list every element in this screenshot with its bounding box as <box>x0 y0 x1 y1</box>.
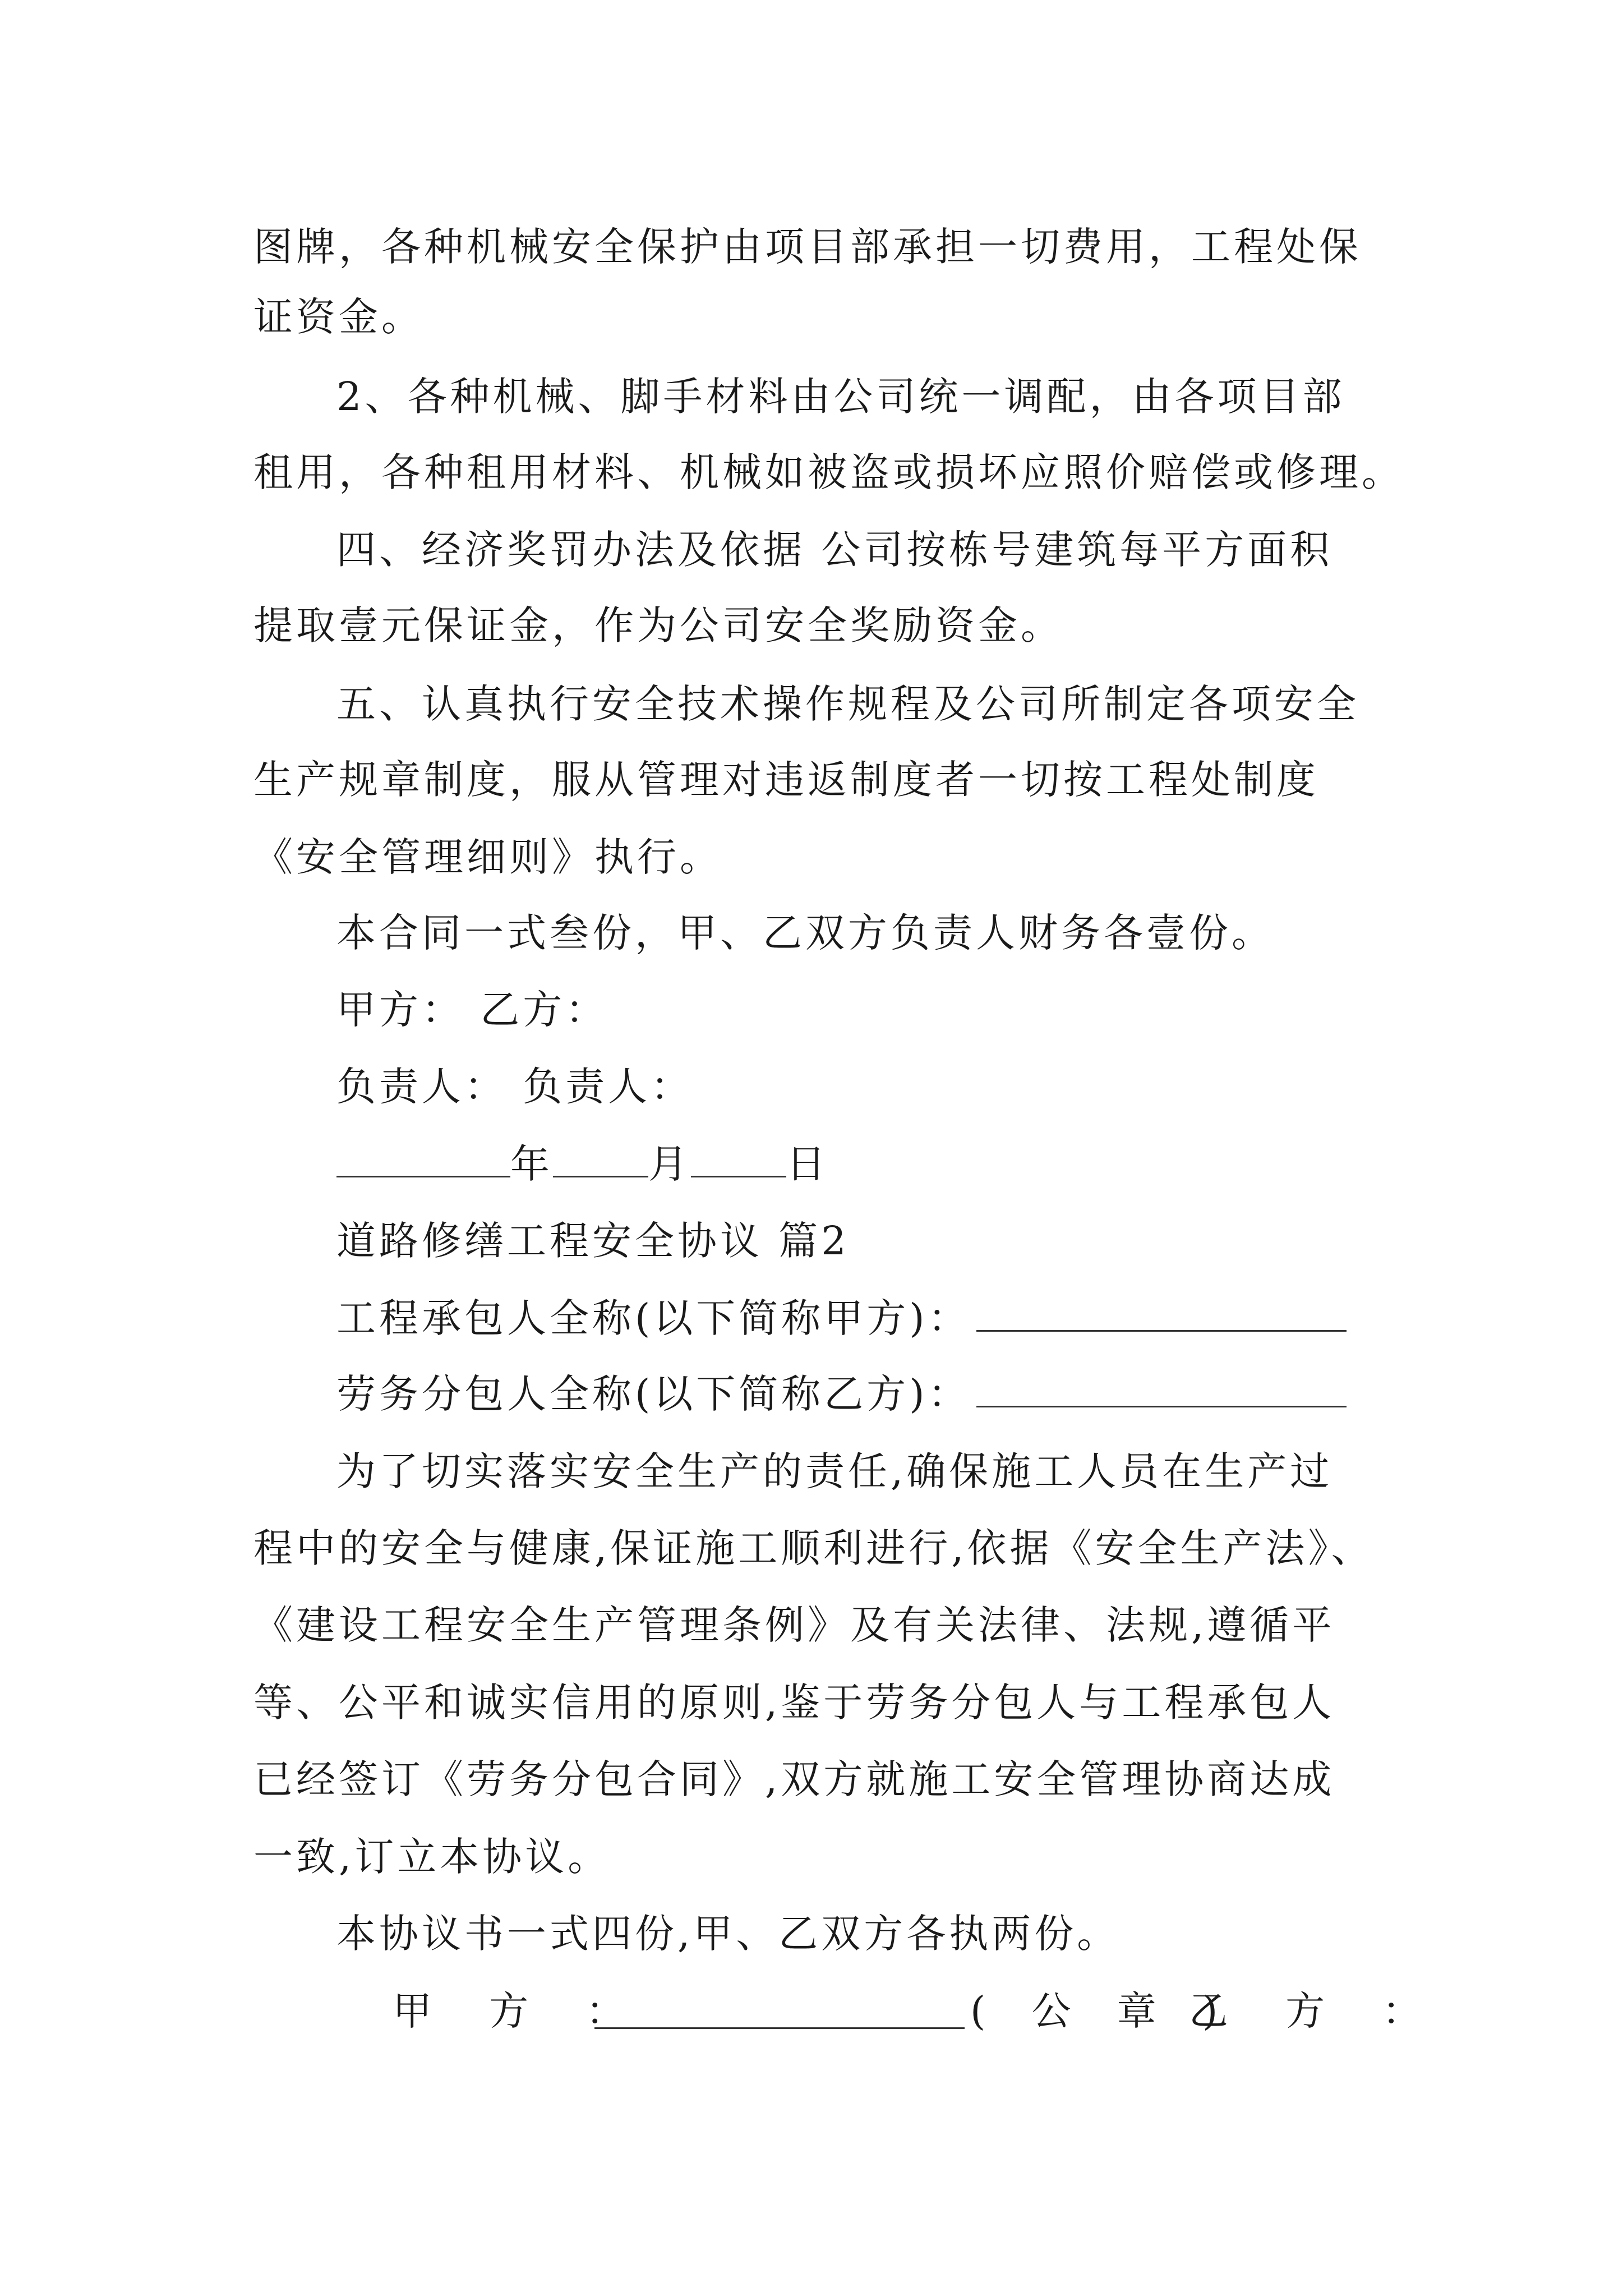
day-blank <box>691 1141 786 1177</box>
text-line-6: 提取壹元保证金，作为公司安全奖励资金。 <box>253 602 1063 648</box>
text-line-11: 甲方： 乙方： <box>336 987 608 1033</box>
subcontractor-label: 劳务分包人全称(以下简称乙方)： <box>336 1371 971 1417</box>
subcontractor-line <box>336 1363 1486 1425</box>
subcontractor-blank <box>976 1371 1347 1407</box>
text-line-2: 证资金。 <box>253 294 424 340</box>
month-label: 月 <box>648 1141 691 1187</box>
text-line-12: 负责人： 负责人： <box>336 1064 694 1110</box>
text-line-18: 程中的安全与健康,保证施工顺利进行,依据《安全生产法》、 <box>253 1525 1374 1571</box>
signature-line <box>393 1980 1444 2042</box>
section-title: 道路修缮工程安全协议 篇2 <box>336 1218 850 1264</box>
contractor-label: 工程承包人全称(以下简称甲方)： <box>336 1295 971 1341</box>
party-a-blank <box>594 1993 965 2029</box>
text-line-21: 已经签订《劳务分包合同》,双方就施工安全管理协商达成 <box>253 1756 1335 1802</box>
text-line-20: 等、公平和诚实信用的原则,鉴于劳务分包人与工程承包人 <box>253 1680 1335 1726</box>
year-blank <box>336 1141 510 1177</box>
text-line-7: 五、认真执行安全技术操作规程及公司所制定各项安全 <box>336 681 1359 727</box>
text-line-23: 本协议书一式四份,甲、乙双方各执两份。 <box>336 1911 1120 1957</box>
date-line <box>336 1133 1486 1195</box>
year-label: 年 <box>510 1141 553 1187</box>
month-blank <box>553 1141 648 1177</box>
text-line-4: 租用，各种租用材料、机械如被盗或损坏应照价赔偿或修理。 <box>253 449 1404 495</box>
party-b-label: 乙 方 ： <box>1189 1988 1444 2034</box>
text-line-22: 一致,订立本协议。 <box>253 1834 611 1880</box>
day-label: 日 <box>786 1141 829 1187</box>
text-line-3: 2、各种机械、脚手材料由公司统一调配，由各项目部 <box>336 374 1345 420</box>
contractor-line <box>336 1287 1486 1349</box>
text-line-1: 图牌，各种机械安全保护由项目部承担一切费用，工程处保 <box>253 224 1362 270</box>
text-line-9: 《安全管理细则》执行。 <box>253 834 722 880</box>
text-line-8: 生产规章制度，服从管理对违返制度者一切按工程处制度 <box>253 757 1319 803</box>
seal-label: ( 公 章 ) <box>970 1988 1235 2034</box>
party-a-label: 甲 方 ： <box>393 1988 648 2034</box>
text-line-17: 为了切实落实安全生产的责任,确保施工人员在生产过 <box>336 1448 1333 1494</box>
text-line-5: 四、经济奖罚办法及依据 公司按栋号建筑每平方面积 <box>336 527 1333 573</box>
text-line-19: 《建设工程安全生产管理条例》及有关法律、法规,遵循平 <box>253 1602 1335 1648</box>
text-line-10: 本合同一式叁份，甲、乙双方负责人财务各壹份。 <box>336 910 1274 956</box>
contractor-blank <box>976 1295 1347 1332</box>
